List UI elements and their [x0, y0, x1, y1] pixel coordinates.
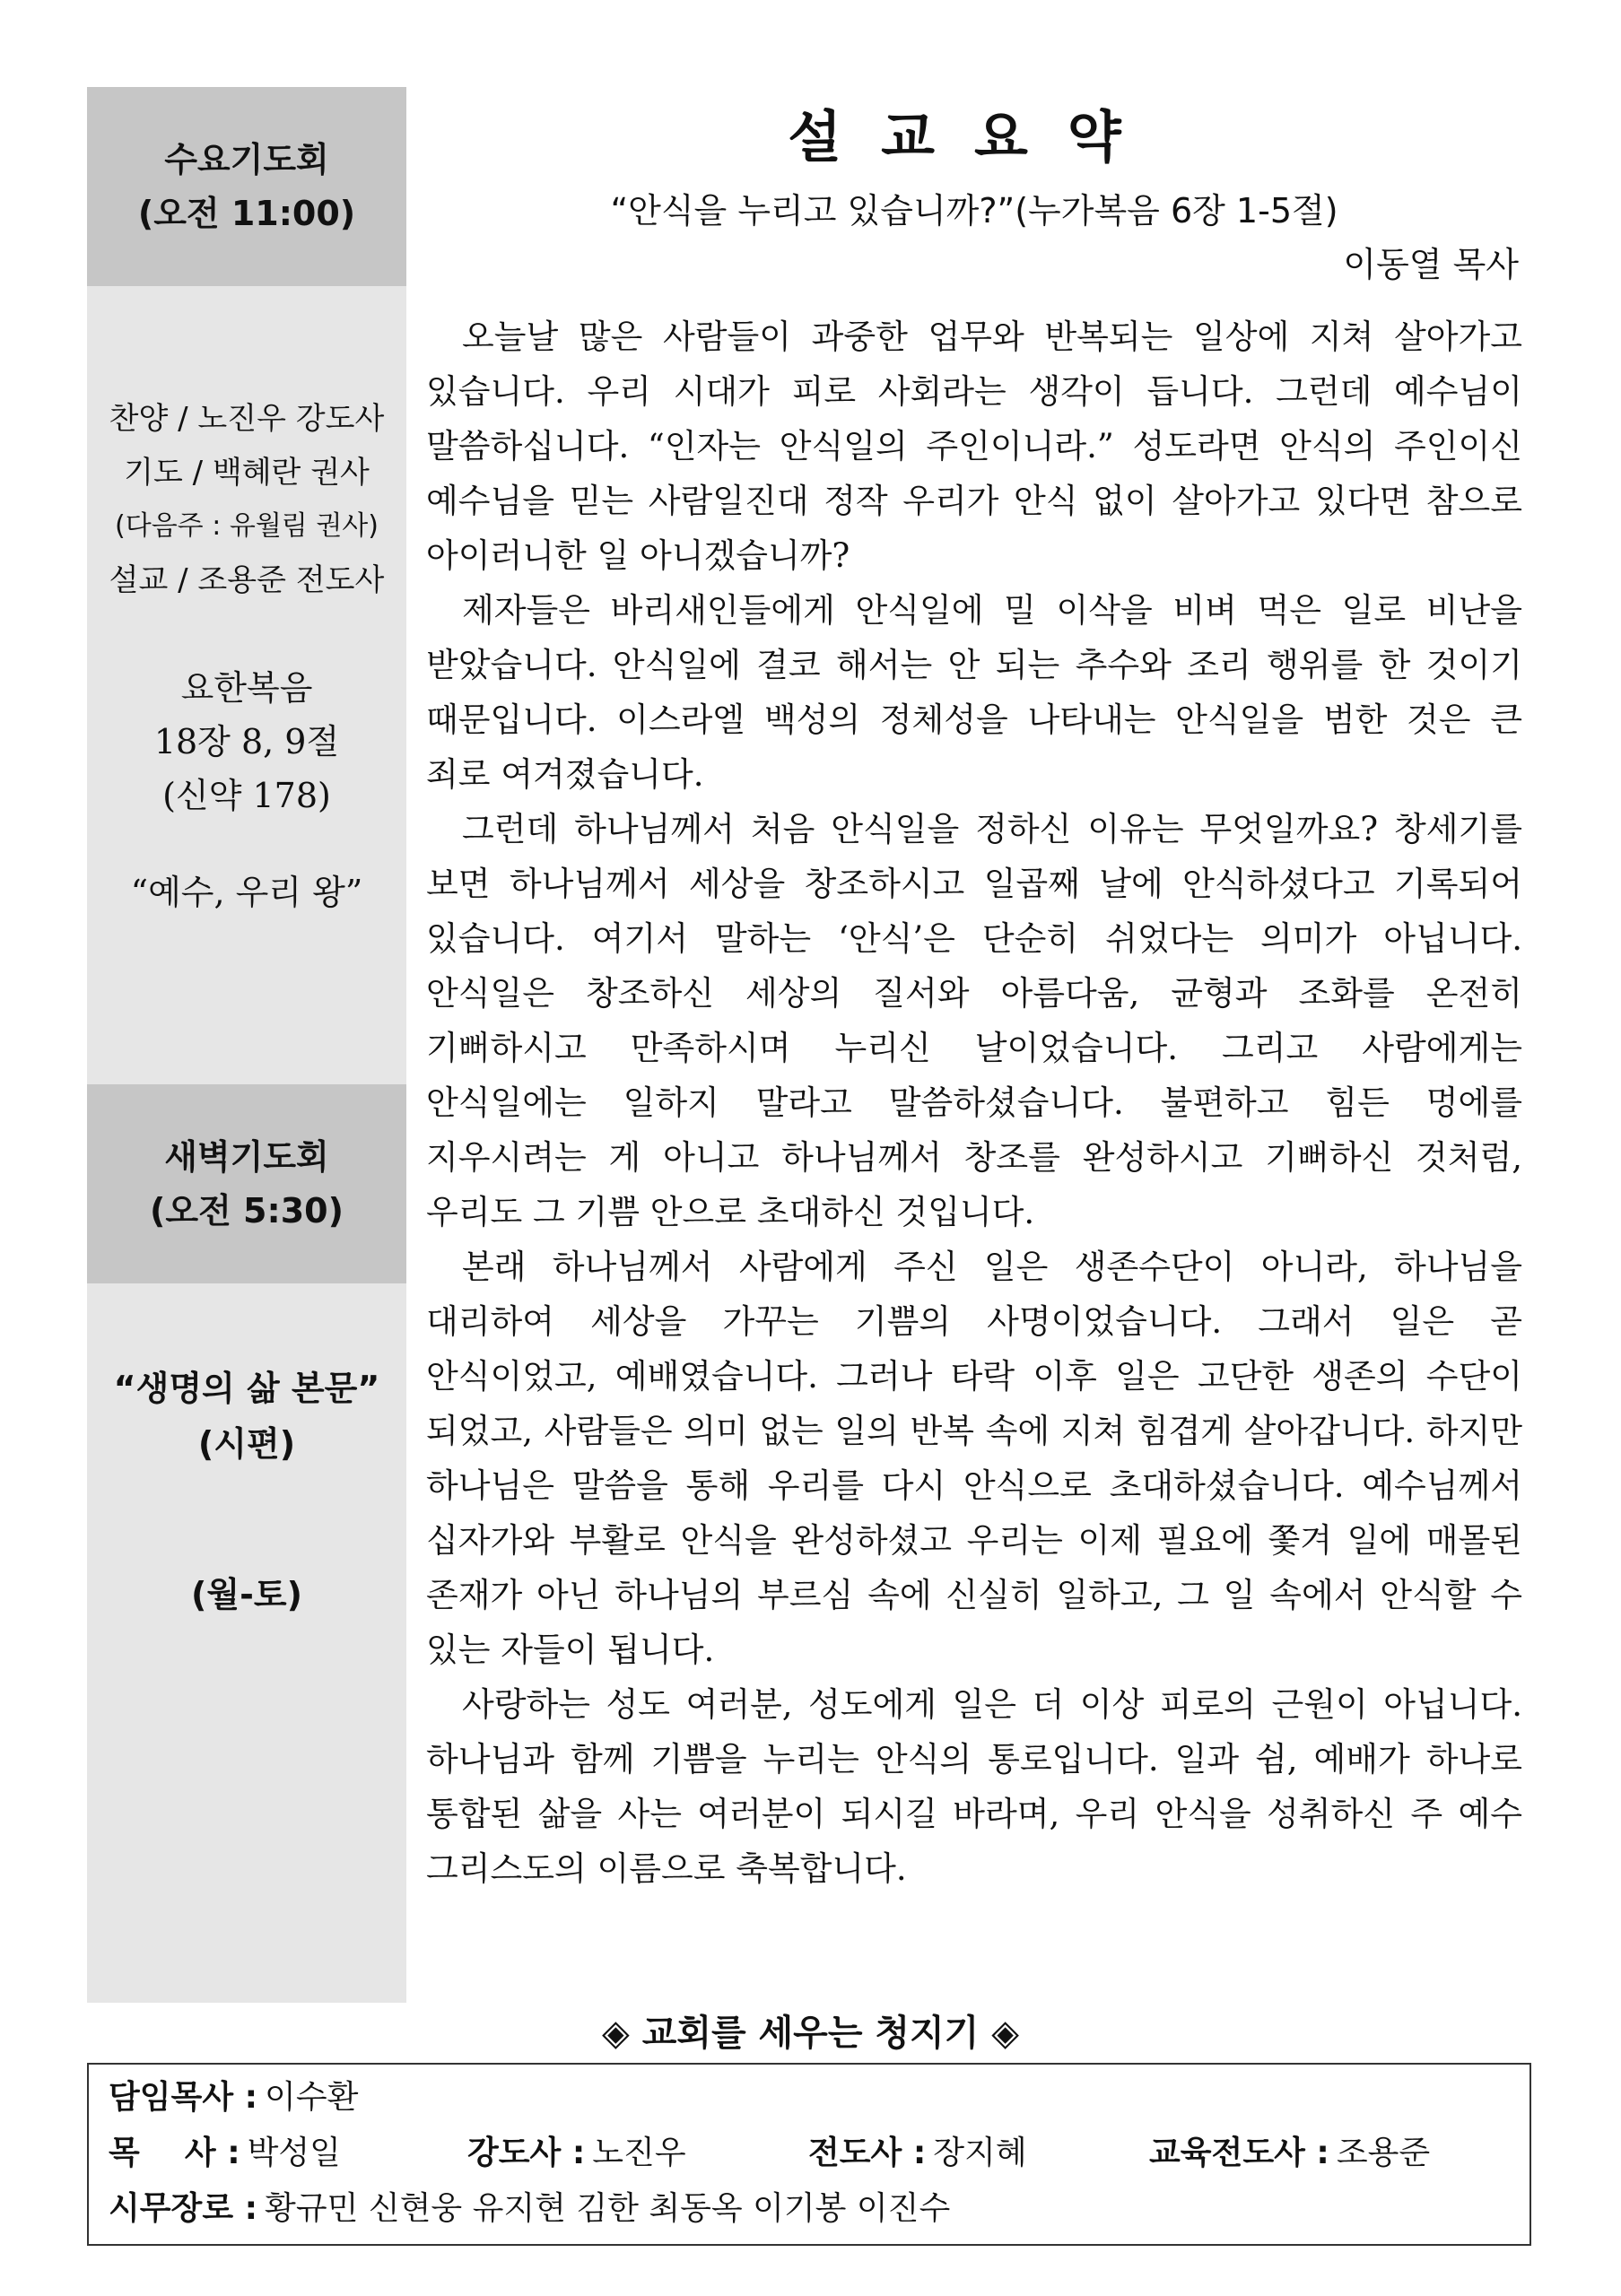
wednesday-scripture	[87, 661, 406, 822]
wednesday-roles	[87, 392, 406, 607]
pastor-label: 목 사 :	[109, 2135, 240, 2171]
senior-pastor-label: 담임목사 :	[109, 2079, 258, 2116]
role-sermon: 설교 / 조용준 전도사	[109, 562, 385, 598]
evangelist-name: 장지혜	[933, 2135, 1027, 2171]
sermon-subtitle: “안식을 누리고 있습니까?”(누가복음 6장 1-5절)	[610, 191, 1338, 230]
education-evangelist-name: 조용준	[1336, 2135, 1431, 2171]
dawn-service-title: 새벽기도회	[164, 1137, 329, 1177]
staff-row-elders	[109, 2181, 1510, 2237]
elders-label: 시무장로 :	[109, 2190, 258, 2227]
role-praise: 찬양 / 노진우 강도사	[109, 401, 385, 437]
role-prayer: 기도 / 백혜란 권사	[124, 455, 370, 491]
staff-list	[87, 2063, 1531, 2246]
dawn-plan-book: (시편)	[197, 1424, 296, 1464]
sermon-paragraph: 본래 하나님께서 사람에게 주신 일은 생존수단이 아니라, 하나님을 대리하여 세상을 가꾸는 기쁨의 사명이었습니다. 그래서 일은 곧 안식이었고, 예배였습니다. 그러나 타락 이후 일은 고단한 생존의 수단이 되었고, 사람들은 의미 없는 일의 반복 속에 지쳐 힘겹게 살아갑니다. 하지만 하나님은 말씀을 통해 우리를 다시 안식으로 초대하셨습니다. 예수님께서 십자가와 부활로 안식을 완성하셨고 우리는 이제 필요에 쫓겨 일에 매몰된 존재가 아닌 하나님의 부르심 속에 신실히 일하고, 그 일 속에서 안식할 수 있는 자들이 됩니다.	[426, 1248, 1522, 1669]
evangelist-label: 전도사 :	[808, 2135, 927, 2171]
stewards-heading: ◈ 교회를 세우는 청지기 ◈	[602, 2013, 1019, 2054]
dawn-plan-title: “생명의 삶 본문”	[113, 1369, 380, 1408]
dawn-service-time: (오전 5:30)	[150, 1191, 344, 1231]
scripture-verse: 18장 8, 9절	[153, 722, 340, 761]
dawn-service-header	[87, 1084, 406, 1283]
elders-names: 황규민 신현웅 유지현 김한 최동옥 이기봉 이진수	[265, 2190, 951, 2227]
sermon-paragraph: 오늘날 많은 사람들이 과중한 업무와 반복되는 일상에 지쳐 살아가고 있습니다. 우리 시대가 피로 사회라는 생각이 듭니다. 그런데 예수님이 말씀하십니다. “인자는 안식일의 주인이니라.” 성도라면 안식의 주인이신 예수님을 믿는 사람일진대 정작 우리가 안식 없이 살아가고 있다면 참으로 아이러니한 일 아니겠습니까?	[426, 317, 1522, 575]
sermon-preacher: 이동열 목사	[1343, 245, 1519, 284]
role-prayer-next: (다음주 : 유월림 권사)	[115, 510, 379, 542]
preacher-label: 강도사 :	[467, 2135, 586, 2171]
sermon-title: 설교요약	[788, 104, 1161, 170]
staff-row-senior	[109, 2070, 1510, 2126]
wednesday-service-time: (오전 11:00)	[137, 194, 356, 233]
sermon-paragraph: 제자들은 바리새인들에게 안식일에 밀 이삭을 비벼 먹은 일로 비난을 받았습니다. 안식일에 결코 해서는 안 되는 추수와 조리 행위를 한 것이기 때문입니다. 이스라엘 백성의 정체성을 나타내는 안식일을 범한 것은 큰 죄로 여겨졌습니다.	[426, 591, 1522, 794]
senior-pastor-name: 이수환	[265, 2079, 359, 2116]
service-sidebar	[87, 87, 406, 2003]
preacher-name: 노진우	[592, 2135, 686, 2171]
sermon-summary	[426, 87, 1522, 1896]
wednesday-service-header	[87, 87, 406, 286]
scripture-page: (신약 178)	[162, 776, 331, 815]
wednesday-hymn: “예수, 우리 왕”	[130, 873, 363, 912]
education-evangelist-label: 교육전도사 :	[1149, 2135, 1329, 2171]
sermon-paragraph: 그런데 하나님께서 처음 안식일을 정하신 이유는 무엇일까요? 창세기를 보면 하나님께서 세상을 창조하시고 일곱째 날에 안식하셨다고 기록되어 있습니다. 여기서 말하는 ‘안식’은 단순히 쉬었다는 의미가 아닙니다. 안식일은 창조하신 세상의 질서와 아름다움, 균형과 조화를 온전히 기뻐하시고 만족하시며 누리신 날이었습니다. 그리고 사람에게는 안식일에는 일하지 말라고 말씀하셨습니다. 불편하고 힘든 멍에를 지우시려는 게 아니고 하나님께서 창조를 완성하시고 기뻐하신 것처럼, 우리도 그 기쁨 안으로 초대하신 것입니다.	[426, 810, 1522, 1231]
wednesday-service-title: 수요기도회	[164, 140, 329, 179]
staff-row-ministers	[109, 2126, 1510, 2181]
sermon-paragraph: 사랑하는 성도 여러분, 성도에게 일은 더 이상 피로의 근원이 아닙니다. 하나님과 함께 기쁨을 누리는 안식의 통로입니다. 일과 쉼, 예배가 하나로 통합된 삶을 사는 여러분이 되시길 바라며, 우리 안식을 성취하신 주 예수 그리스도의 이름으로 축복합니다.	[426, 1685, 1522, 1888]
sermon-body	[426, 309, 1522, 1896]
scripture-book: 요한복음	[180, 668, 313, 708]
dawn-reading-plan	[87, 1361, 406, 1472]
pastor-name: 박성일	[247, 2135, 341, 2171]
dawn-days: (월-토)	[191, 1575, 302, 1614]
